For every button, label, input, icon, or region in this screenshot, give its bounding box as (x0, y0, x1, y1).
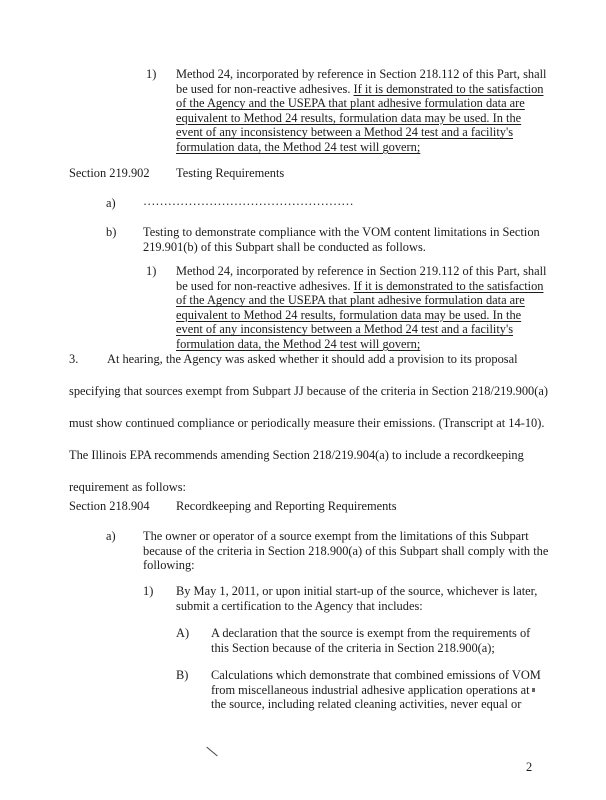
page-number: 2 (526, 760, 533, 774)
item-letter: b) (106, 225, 117, 239)
item-letter: A) (176, 626, 190, 640)
item-number: 1) (146, 264, 157, 278)
item-number: 1) (143, 584, 154, 598)
section-title: Testing Requirements (176, 166, 285, 180)
hearing-paragraph: At hearing, the Agency was asked whether it should add a provision to its proposal specifying that sources exempt from Subpart JJ because of the criteria in Section 218/219.900(a) must show continued compliance or periodically measure their emissions. (Transcript at 14-10). The Illinois EPA recommends amending Section 218/219.904(a) to include a recordkeeping requirement as follows: (69, 352, 548, 494)
certification-paragraph: By May 1, 2011, or upon initial start-up of the source, whichever is later, submit a certification to the Agency that includes: (176, 584, 538, 613)
declaration-paragraph: A declaration that the source is exempt from the requirements of this Section because of the criteria in Section 218.900(a); (211, 626, 531, 655)
item-letter: a) (106, 196, 116, 210)
calculations-paragraph: Calculations which demonstrate that combined emissions of VOM from miscellaneous industrial adhesive application operations at the source, including related cleaning activities, never equal or (211, 668, 541, 712)
scan-mark (532, 688, 535, 692)
section-number: Section 219.902 (69, 166, 150, 180)
ellipsis-text: …………………………………………… (143, 194, 354, 208)
section-title: Recordkeeping and Reporting Requirements (176, 499, 397, 513)
item-letter: a) (106, 529, 116, 543)
paragraph-number: 3. (69, 352, 79, 366)
section-number: Section 218.904 (69, 499, 150, 513)
testing-paragraph: Testing to demonstrate compliance with the VOM content limitations in Section 219.901(b) of this Subpart shall be conducted as follows. (143, 225, 540, 254)
owner-operator-paragraph: The owner or operator of a source exempt from the limitations of this Subpart because of the criteria in Section 218.900(a) of this Subpart shall comply with the following: (143, 529, 549, 573)
method24-paragraph-bottom: Method 24, incorporated by reference in Section 219.112 of this Part, shall be used for non-reactive adhesives. If it is demonstrated to the satisfaction of the Agency and the USEPA that plant adhesive formulation data are equivalent to Method 24 results, formulation data may be used. In the event of any inconsistency between a Method 24 test and a facility's formulation data, the Method 24 test will govern; (176, 264, 547, 351)
scan-mark (206, 747, 217, 757)
item-number: 1) (146, 67, 157, 81)
method24-paragraph-top: Method 24, incorporated by reference in Section 218.112 of this Part, shall be used for non-reactive adhesives. If it is demonstrated to the satisfaction of the Agency and the USEPA that plant adhesive formulation data are equivalent to Method 24 results, formulation data may be used. In the event of any inconsistency between a Method 24 test and a facility's formulation data, the Method 24 test will govern; (176, 67, 547, 154)
item-letter: B) (176, 668, 189, 682)
